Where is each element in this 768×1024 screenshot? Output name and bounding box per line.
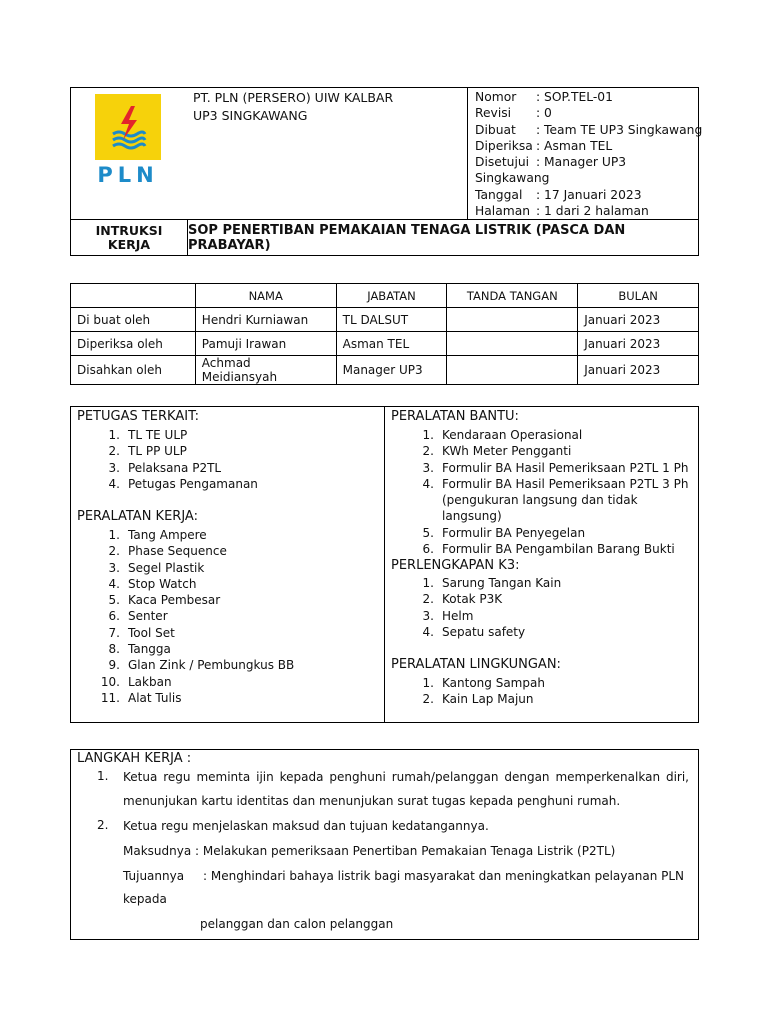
meta-row: Revisi : 0 <box>475 106 552 121</box>
list-item: 2. Kain Lap Majun <box>422 692 534 707</box>
petugas-title: PETUGAS TERKAIT: <box>77 409 199 424</box>
peralatan-bantu-list <box>390 427 696 557</box>
list-item: 11. Alat Tulis <box>100 690 182 705</box>
col-bulan: BULAN <box>578 284 699 308</box>
list-item: 1. Tang Ampere <box>108 528 207 542</box>
peralatan-kerja-title: PERALATAN KERJA: <box>77 509 198 524</box>
table-row: Di buat oleh Hendri Kurniawan TL DALSUT Januari 2023 <box>71 308 699 332</box>
meta-row: Nomor : SOP.TEL-01 <box>475 90 613 104</box>
petugas-list <box>76 427 381 492</box>
list-item: 1. Kantong Sampah <box>422 676 545 690</box>
peralatan-bantu-title: PERALATAN BANTU: <box>391 409 519 424</box>
list-item: 2. TL PP ULP <box>108 444 187 459</box>
meta-row: Dibuat : Team TE UP3 Singkawang <box>475 122 703 137</box>
meta-row: Halaman : 1 dari 2 halaman <box>475 204 649 219</box>
list-item: 1. Kendaraan Operasional <box>422 428 583 442</box>
instruksi-kerja-label: INTRUKSI KERJA <box>95 222 163 252</box>
list-item: 4. Formulir BA Hasil Pemeriksaan P2TL 3 Ph <box>422 476 689 491</box>
step1-line2: menunjukan kartu identitas dan menunjukan surat tugas kepada penghuni rumah. <box>123 794 621 808</box>
langkah-title: LANGKAH KERJA : <box>77 751 192 766</box>
tujuan-row <box>123 868 689 884</box>
tujuan-text: : Menghindari bahaya listrik bagi masyarakat dan meningkatkan pelayanan PLN <box>203 869 685 883</box>
step-number: 1. <box>97 769 109 783</box>
table-row: Diperiksa oleh Pamuji Irawan Asman TEL Januari 2023 <box>71 332 699 356</box>
list-item: 3. Pelaksana P2TL <box>108 460 222 475</box>
k3-title: PERLENGKAPAN K3: <box>391 558 520 573</box>
k3-list <box>390 575 696 640</box>
list-item: 2. KWh Meter Pengganti <box>422 444 572 459</box>
list-item: 2. Kotak P3K <box>422 592 503 607</box>
list-item: 5. Formulir BA Penyegelan <box>422 525 586 540</box>
logo-emblem <box>95 94 161 160</box>
table-header-row <box>71 284 699 308</box>
col-tanda-tangan: TANDA TANGAN <box>447 284 578 308</box>
maksud-text: Maksudnya : Melakukan pemeriksaan Penertiban Pemakaian Tenaga Listrik (P2TL) <box>123 844 616 858</box>
step-number: 2. <box>97 818 109 832</box>
list-item: 4. Sepatu safety <box>422 624 526 639</box>
tujuan-cont: kepada <box>123 892 167 906</box>
lingkungan-title: PERALATAN LINGKUNGAN: <box>391 657 561 672</box>
list-item: 3. Formulir BA Hasil Pemeriksaan P2TL 1 Ph <box>422 460 689 475</box>
list-item: 10. Lakban <box>100 674 172 689</box>
equipment-divider <box>384 406 385 723</box>
step1-line1: Ketua regu meminta ijin kepada penghuni rumah/pelanggan dengan memperkenalkan diri, <box>123 770 689 784</box>
list-item: 1. TL TE ULP <box>108 428 188 442</box>
list-item: 5. Kaca Pembesar <box>108 593 221 608</box>
list-item: 3. Helm <box>422 608 474 623</box>
lingkungan-list <box>390 675 696 708</box>
company-name: PT. PLN (PERSERO) UIW KALBAR <box>193 90 394 105</box>
peralatan-kerja-list <box>76 527 381 706</box>
company-unit: UP3 SINGKAWANG <box>193 108 308 123</box>
tujuan-last: pelanggan dan calon pelanggan <box>200 917 394 931</box>
approval-table <box>70 283 699 385</box>
document-meta <box>475 89 702 219</box>
col-jabatan: JABATAN <box>336 284 447 308</box>
list-item: 2. Phase Sequence <box>108 544 227 559</box>
meta-row: Diperiksa : Asman TEL <box>475 138 613 153</box>
meta-row: Tanggal : 17 Januari 2023 <box>475 187 642 202</box>
meta-row: Singkawang <box>475 171 550 186</box>
meta-row: Disetujui : Manager UP3 <box>475 155 627 170</box>
list-item: 7. Tool Set <box>108 625 175 640</box>
logo-text: PLN <box>97 163 159 187</box>
list-item: 4. Petugas Pengamanan <box>108 476 258 491</box>
lightning-icon <box>95 94 161 160</box>
pln-logo <box>95 94 161 187</box>
list-item: 9. Glan Zink / Pembungkus BB <box>108 658 295 673</box>
header-divider <box>467 87 468 220</box>
list-item: 8. Tangga <box>108 642 171 657</box>
list-item: 1. Sarung Tangan Kain <box>422 576 562 590</box>
col-nama: NAMA <box>195 284 336 308</box>
list-item-note: (pengukuran langsung dan tidak langsung) <box>442 493 638 524</box>
sop-title: SOP PENERTIBAN PEMAKAIAN TENAGA LISTRIK (PASCA DAN PRABAYAR) <box>188 222 626 253</box>
list-item: 6. Senter <box>108 609 168 624</box>
step2-line1: Ketua regu menjelaskan maksud dan tujuan kedatangannya. <box>123 819 489 833</box>
list-item: 3. Segel Plastik <box>108 560 205 575</box>
tujuan-label: Tujuannya <box>123 869 185 883</box>
table-row: Disahkan oleh Achmad Meidiansyah Manager UP3 Januari 2023 <box>71 356 699 385</box>
list-item: 4. Stop Watch <box>108 576 197 591</box>
list-item: 6. Formulir BA Pengambilan Barang Bukti <box>422 542 675 557</box>
